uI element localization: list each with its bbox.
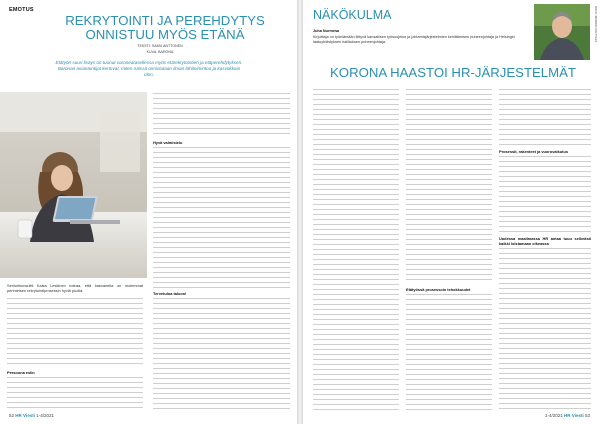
author-portrait [534, 4, 590, 60]
photo-caption: Seniorikonsultti Kaisa Leskinen toteaa, että kasvaneita on molemmat perinteisen rekrytointiprosessin hyviä puolia. [7, 283, 143, 293]
right-page-number: 53 [584, 413, 590, 418]
left-footer-magazine: HR Viesti [15, 413, 35, 418]
credit-photo: KUVA: BARONA [146, 50, 174, 54]
right-col2-text-2 [406, 293, 492, 412]
left-headline: REKRYTOINTI JA PEREHDYTYS ONNISTUU MYÖS ETÄNÄ [65, 13, 265, 42]
right-col3-subhead1-wrap [499, 147, 591, 154]
col2-text-block-2 [153, 146, 290, 288]
lead-paragraph: Etätyön suuri lisäys on tuonut varoneatasellessa myös etärekrytointien ja etäperehdytyksen. Baronan asiantuntijat kertovat, miten näissä onnistutaan ilman lähitoimintoa ja kasvokkain olon. [55, 60, 243, 77]
author-name: Juha Nurmesa [313, 29, 340, 33]
left-footer-issue: 1-4/2021 [36, 413, 54, 418]
right-col2-text-1 [406, 88, 492, 284]
right-col2-subhead-wrap [406, 285, 492, 292]
col2-text-block-3 [153, 297, 290, 412]
col1-text-block [7, 297, 143, 367]
col2-subhead-1: Hyvä valmistelu [153, 140, 183, 145]
credit-text: TEKSTI: SAMU ANTTONEN [137, 44, 183, 48]
left-footer [9, 413, 54, 418]
right-col3-text-3 [499, 247, 591, 412]
col1-subhead: Persoona esiin [7, 370, 35, 375]
right-footer-issue: 1-4/2021 [545, 413, 563, 418]
col2-subhead2-wrap [153, 289, 290, 296]
col1-subhead-wrap [7, 368, 143, 375]
right-headline: KORONA HAASTOI HR-JÄRJESTELMÄT [330, 65, 576, 80]
right-col3-text-1 [499, 88, 591, 146]
right-footer [545, 413, 590, 418]
portrait-credit: KUVA: MARKKU PETTAJA [594, 6, 598, 43]
right-col2-subhead: Etätyössä prosessoin tehokkuudet [406, 287, 471, 292]
right-col3-subhead-1: Prosessit, rakenteet ja vuorovaikutus [499, 149, 568, 154]
right-col1-text [313, 88, 399, 412]
right-page [303, 0, 600, 424]
author-bio: Kirjoittaja on työelämään liittyvä kansallisen työsuojelun ja johtamisjärjestelmien kehittämisen puheenjohtaja ja Helsingin laatuyhdistyksen hallituksen puheenjohtaja. [313, 35, 515, 44]
left-page [0, 0, 297, 424]
right-col3-subhead2-wrap [499, 234, 591, 246]
col2-subhead1-wrap [153, 138, 290, 145]
col2-subhead-2: Tervetuloa taloon! [153, 291, 187, 296]
col1-text-block-2 [7, 376, 143, 412]
col2-text-block-1 [153, 92, 290, 137]
left-page-number: 52 [9, 413, 15, 418]
right-footer-magazine: HR Viesti [564, 413, 584, 418]
right-col3-subhead-2: Uudessa maailmassa HR antaa tuuu selkeästi kaikki loistamaan oikeassa [499, 236, 591, 246]
right-col3-text-2 [499, 155, 591, 233]
left-section-tag: EMOTUS [9, 7, 34, 13]
right-section-tag: NÄKÖKULMA [313, 8, 392, 22]
office-photo [0, 92, 147, 278]
